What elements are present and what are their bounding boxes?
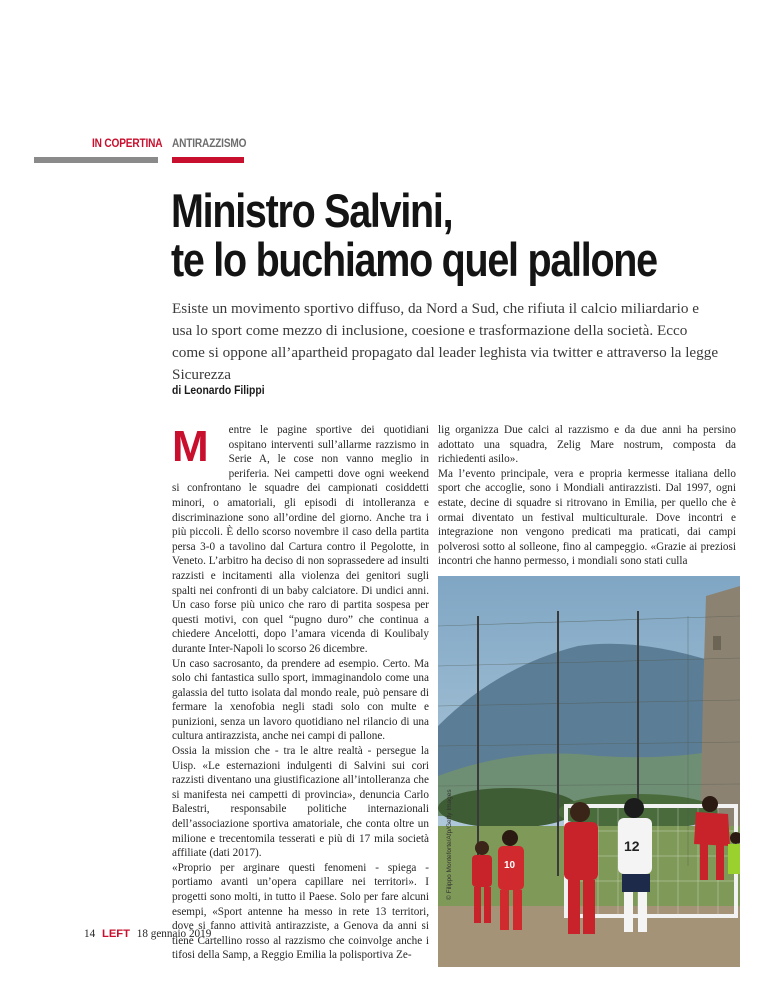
jersey-number: 12 xyxy=(624,838,640,854)
title-line-2: te lo buchiamo quel pallone xyxy=(171,233,657,286)
photo-credit: © Filippo Monteforte/Afp/Getty Images xyxy=(446,789,453,900)
page-footer xyxy=(84,928,211,940)
paragraph: lig organizza Due calci al razzismo e da due anni ha persino adottato una squadra, Zelig Mare nostrum, composta da richiedenti asilo». xyxy=(438,424,736,466)
paragraph: Ma l’evento principale, vera e propria kermesse italiana dello sport che accoglie, sono i Mondiali antirazzisti. Dal 1997, ogni estate, decine di squadre si ritrovano in Emilia, per quello che è ormai diventato un festival multiculturale. Dove incontri e integrazione non vengono predicati ma praticati, dai campi polverosi sotto al solleone, fino al campeggio. «Grazie ai preziosi incontri che hanno permesso, i mondiali sono stati culla xyxy=(438,467,736,568)
article-lead: Esiste un movimento sportivo diffuso, da Nord a Sud, che rifiuta il calcio miliardario e usa lo sport come mezzo di inclusione, coesione e trasformazione della società. Ecco come si oppone all’apartheid propagato dal leader leghista via twitter e attraverso la legge Sicurezza xyxy=(172,300,719,383)
magazine-name: LEFT xyxy=(101,928,130,940)
paragraph: Un caso sacrosanto, da prendere ad esempio. Certo. Ma solo chi fantastica sullo sport, immaginandolo come una galassia del tutto isolata dal mondo reale, può pensare di fermare la xenofobia negli stadi solo con multe e punizioni, senza un lavoro quotidiano nel rilancio di una cultura antirazzista, anche nei campi di pallone. xyxy=(172,657,429,743)
jersey-number: 10 xyxy=(504,860,516,871)
drop-cap: M xyxy=(172,422,209,471)
issue-date: 18 gennaio 2019 xyxy=(136,928,212,940)
text-column-2 xyxy=(438,423,736,569)
text-column-1 xyxy=(172,423,429,963)
paragraph xyxy=(172,423,429,657)
section-bar-red xyxy=(172,157,244,163)
paragraph: «Proprio per arginare questi fenomeni - spiega - portiamo avanti un’opera capillare nei territori». I progetti sono molti, in tutto il Paese. Solo per fare alcuni esempi, «Sport antenne ha messo in rete 13 territori, dove si fanno attività antirazziste, a Genova da anni si tiene Cartellino rosso al razzismo che coinvolge anche i tifosi della Samp, a Reggio Emilia la polisportiva Ze- xyxy=(172,861,429,962)
page-number: 14 xyxy=(84,928,96,940)
section-bar-gray xyxy=(34,157,158,163)
byline: di Leonardo Filippi xyxy=(172,385,265,397)
article-photo xyxy=(438,576,740,967)
article-title xyxy=(171,186,675,284)
subsection-label: ANTIRAZZISMO xyxy=(172,138,247,150)
paragraph: Ossia la mission che - tra le altre realtà - persegue la Uisp. «Le esternazioni indulgenti di Salvini sui cori razzisti diventano una giustificazione all’intolleranza che si manifesta nei campetti di provincia», denuncia Carlo Balestri, responsabile politiche internazionali dell’associazione sportiva amatoriale, che conta oltre un milione e trecentomila tesserati e più di 17 mila società affiliate (dati 2017). xyxy=(172,745,429,860)
paragraph-text: entre le pagine sportive dei quotidiani ospitano interventi sull’allarme razzismo in Serie A, le cose non vanno meglio in periferia. Nei campetti dove ogni weekend si confrontano le squadre dei campionati cosiddetti minori, o amatoriali, gli episodi di intolleranza e discriminazione sono all’ordine del giorno. Anche tra i più piccoli. È dello scorso novembre il caso della partita persa 3-0 a tavolino dal Cartura contro il Pegolotte, in Veneto. L’arbitro ha deciso di non soprassedere ad insulti razzisti e incitamenti alla violenza dei genitori sugli spalti nei confronti di un baby calciatore. Di undici anni. Un caso forse più unico che raro di partita sospesa per questi motivi, con quel “pugno duro” che continua a chiedere Ancelotti, dopo l’amara vicenda di Koulibaly durante Inter-Napoli lo scorso 26 dicembre. xyxy=(172,424,429,655)
section-label: IN COPERTINA xyxy=(92,138,163,150)
football-match-illustration xyxy=(438,576,740,967)
title-line-1: Ministro Salvini, xyxy=(171,184,453,237)
